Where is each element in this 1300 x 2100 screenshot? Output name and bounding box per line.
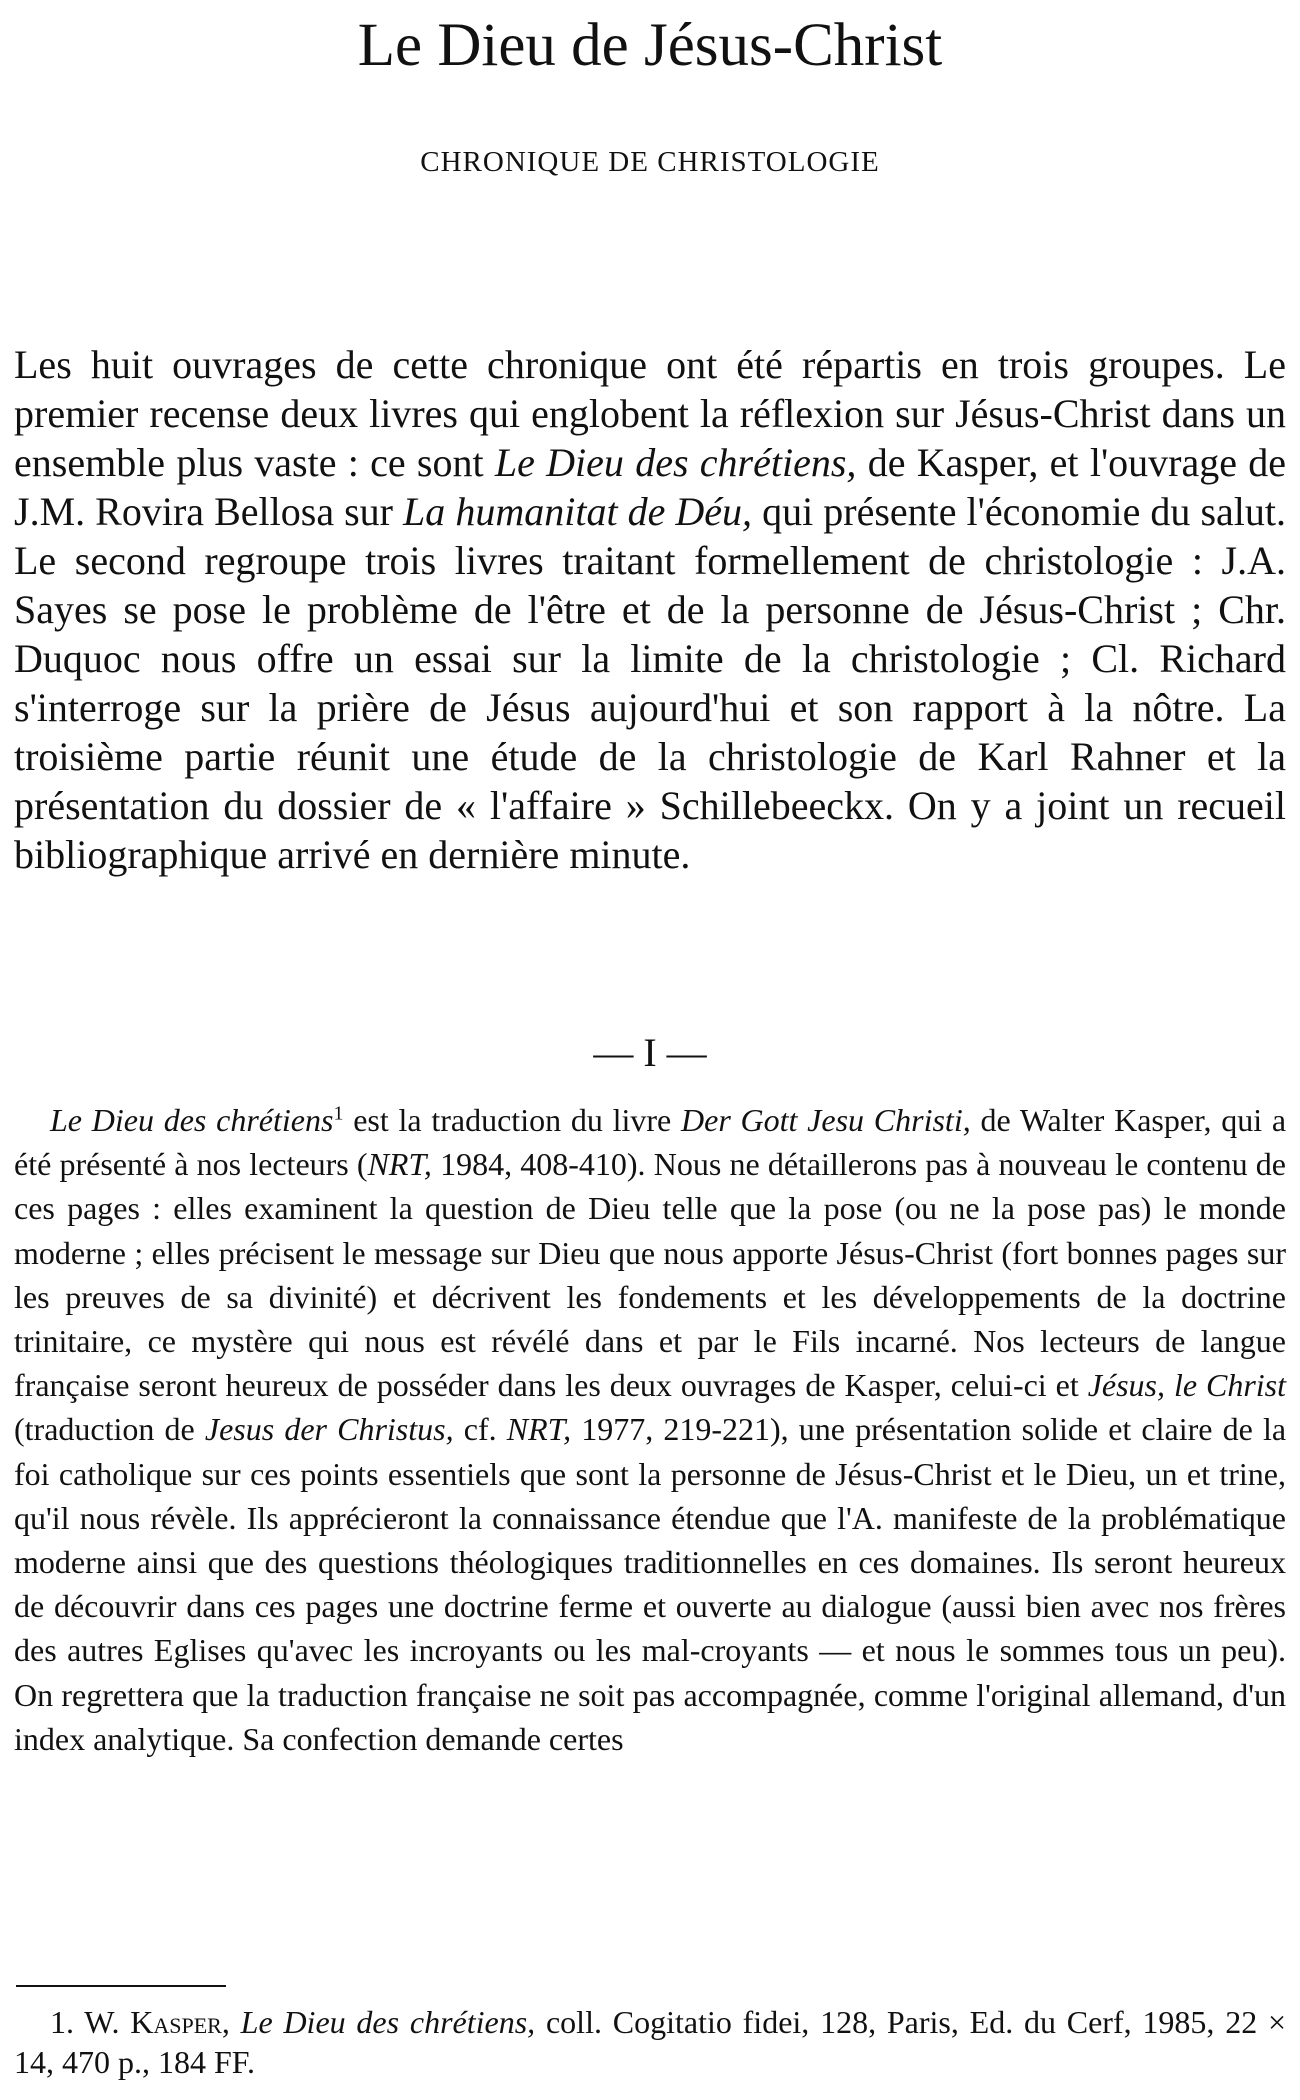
body-title-gott-jesu: Der Gott Jesu Christi, bbox=[681, 1102, 971, 1138]
intro-text-2: de Kasper, et l'ouvrage de J.M. Rovira Bellosa sur bbox=[14, 440, 1287, 534]
footnote bbox=[14, 2002, 1286, 2082]
intro-title-dieu-chretiens: Le Dieu des chrétiens, bbox=[494, 440, 857, 485]
intro-text-1: Les huit ouvrages de cette chronique ont été répartis en trois groupes. Le premier recense deux livres qui englobent la réflexion sur Jésus-Christ dans un ensemble plus vaste : ce sont bbox=[14, 342, 1286, 485]
body-text-4: (traduction de bbox=[14, 1411, 205, 1448]
body-journal-nrt-1: NRT, bbox=[367, 1146, 432, 1183]
page-subtitle: CHRONIQUE DE CHRISTOLOGIE bbox=[420, 146, 880, 178]
body-text-1: est la traduction du livre bbox=[343, 1102, 681, 1138]
intro-title-humanitat: La humanitat de Déu, bbox=[403, 489, 753, 534]
body-text-5: cf. bbox=[453, 1411, 507, 1448]
intro-paragraph bbox=[14, 340, 1286, 879]
footnote-divider bbox=[16, 1985, 226, 1987]
footnote-reference: 1 bbox=[333, 1102, 344, 1125]
body-text-3: 1984, 408-410). Nous ne détaillerons pas à nouveau le contenu de ces pages : elles examinent la question de Dieu telle que la pose (ou ne la pose pas) le monde moderne ; elles précisent le message sur Dieu que nous apporte Jésus-Christ (fort bonnes pages sur les preuves de sa divinité) et décrivent les fondements et les développements de la doctrine trinitaire, ce mystère qui nous est révélé dans et par le Fils incarné. Nos lecteurs de langue française seront heureux de posséder dans les deux ouvrages de Kasper, celui-ci et bbox=[14, 1146, 1286, 1404]
section-heading: — I — bbox=[593, 1030, 707, 1075]
page-title: Le Dieu de Jésus-Christ bbox=[357, 12, 943, 79]
body-text-6: 1977, 219-221), une présentation solide et claire de la foi catholique sur ces points essentiels que sont la personne de Jésus-Christ et le Dieu, un et trine, qu'il nous révèle. Ils apprécieront la connaissance étendue que l'A. manifeste de la problématique moderne ainsi que des questions théologiques traditionnelles en ces domaines. Ils seront heureux de découvrir dans ces pages une doctrine ferme et ouverte au dialogue (aussi bien avec nos frères des autres Eglises qu'avec les incroyants ou les mal-croyants — et nous le sommes tous un peu). On regrettera que la traduction française ne soit pas accompagnée, comme l'original allemand, d'un index analytique. Sa confection demande certes bbox=[14, 1411, 1287, 1757]
body-text-2: de Walter Kasper, qui a été présenté à nos lecteurs ( bbox=[14, 1102, 1287, 1183]
body-title-jesus-der-christus: Jesus der Christus, bbox=[204, 1411, 454, 1448]
footnote-author: Kasper, bbox=[130, 2004, 230, 2040]
footnote-number: 1. W. bbox=[50, 2004, 131, 2040]
footnote-text: coll. Cogitatio fidei, 128, Paris, Ed. du Cerf, 1985, 22 × 14, 470 p., 184 FF. bbox=[14, 2004, 1287, 2080]
intro-text-3: qui présente l'économie du salut. Le second regroupe trois livres traitant formellement de christologie : J.A. Sayes se pose le problème de l'être et de la personne de Jésus-Christ ; Chr. Duquoc nous offre un essai sur la limite de la christologie ; Cl. Richard s'interroge sur la prière de Jésus aujourd'hui et son rapport à la nôtre. La troisième partie réunit une étude de la christologie de Karl Rahner et la présentation du dossier de « l'affaire » Schillebeeckx. On y a joint un recueil bibliographique arrivé en dernière minute. bbox=[14, 489, 1286, 877]
body-title-jesus-christ: Jésus, le Christ bbox=[1087, 1367, 1287, 1404]
body-paragraph bbox=[14, 1098, 1286, 1761]
footnote-title: Le Dieu des chrétiens, bbox=[240, 2004, 536, 2040]
body-title-dieu-chretiens: Le Dieu des chrétiens bbox=[50, 1102, 334, 1138]
body-journal-nrt-2: NRT, bbox=[506, 1411, 572, 1448]
